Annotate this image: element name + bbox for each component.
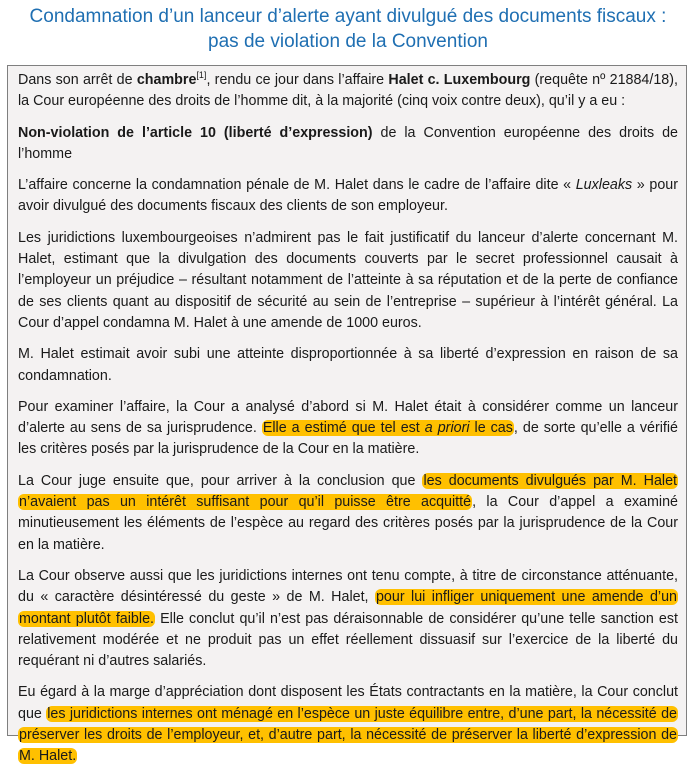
case-name: Halet c. Luxembourg	[388, 72, 531, 88]
highlight-1: Elle a estimé que tel est a priori le cas	[262, 420, 513, 437]
title-line-1: Condamnation d’un lanceur d’alerte ayant divulgué des documents fiscaux :	[29, 6, 667, 27]
highlight-3: pour lui infliger uniquement une amende d’un montant plutôt faible.	[19, 589, 677, 627]
highlight-2: les documents divulgués par M. Halet n’avaient pas un intérêt suffisant pour qu’il puisse être acquitté	[19, 472, 678, 511]
paragraph-whistleblower-analysis: Pour examiner l’affaire, la Cour a analysé d’abord si M. Halet était à considérer comme un lanceur d’alerte au sens de sa jurisprudence. Elle a estimé que tel est a priori le cas, de sorte qu’elle a vérifié les critères posés par la jurisprudence de la Cour en la matière.	[18, 398, 678, 458]
verdict-label: Non-violation de l’article 10 (liberté d’expression)	[18, 124, 373, 141]
paragraph-verdict: Non-violation de l’article 10 (liberté d’expression) de la Convention européenne des droits de l’homme	[18, 124, 678, 162]
paragraph-conclusion: Eu égard à la marge d’appréciation dont disposent les États contractants en la matière, la Cour conclut que les juridictions internes ont ménagé en l’espèce un juste équilibre entre, d’une part, la nécessité de préserver les droits de l’employeur, et, d’autre part, la nécessité de préserver la liberté d’expression de M. Halet.	[18, 684, 678, 765]
paragraph-case-summary: L’affaire concerne la condamnation pénale de M. Halet dans le cadre de l’affaire dite « Luxleaks » pour avoir divulgué des documents fiscaux des clients de son employeur.	[18, 177, 678, 215]
press-release-box	[7, 65, 687, 765]
paragraph-domestic-courts: Les juridictions luxembourgeoises n’admirent pas le fait justificatif du lanceur d’alerte concernant M. Halet, estimant que la divulgation des documents couverts par le secret professionnel causait à l’employeur un préjudice – résultant notamment de l’atteinte à sa réputation et de la perte de confiance de ses clients quant au dispositif de sécurité au sein de l’entreprise – supérieur à l’intérêt général. La Cour d’appel condamna M. Halet à une amende de 1000 euros.	[18, 229, 678, 331]
paragraph-intro: Dans son arrêt de chambre[1], rendu ce jour dans l’affaire Halet c. Luxembourg (requête nº 21884/18), la Cour européenne des droits de l’homme dit, à la majorité (cinq voix contre deux), qu’il y a eu :	[18, 70, 678, 110]
paragraph-sanction: La Cour observe aussi que les juridictions internes ont tenu compte, à titre de circonstance atténuante, du « caractère désintéressé du geste » de M. Halet, pour lui infliger uniquement une amende d’un montant plutôt faible. Elle conclut qu’il n’est pas déraisonnable de considérer qu’une telle sanction est relativement modérée et ne produit pas un effet réellement dissuasif sur l’exercice de la liberté du requérant ni d’autres salariés.	[18, 567, 678, 670]
chamber-label: chambre	[136, 72, 197, 88]
footnote-link[interactable]: [1]	[196, 70, 207, 81]
paragraph-complaint: M. Halet estimait avoir subi une atteinte disproportionnée à sa liberté d’expression en raison de sa condamnation.	[18, 346, 678, 384]
page-title	[0, 4, 696, 54]
luxleaks-term: Luxleaks	[575, 177, 633, 194]
highlight-4: les juridictions internes ont ménagé en l’espèce un juste équilibre entre, d’une part, la nécessité de préserver les droits de l’employeur, et, d’autre part, la nécessité de préserver la liberté d’expression de M. Halet.	[19, 705, 677, 765]
press-release-text	[18, 70, 678, 778]
paragraph-public-interest: La Cour juge ensuite que, pour arriver à la conclusion que les documents divulgués par M. Halet n’avaient pas un intérêt suffisant pour qu’il puisse être acquitté, la Cour d’appel a examiné minutieusement les éléments de l’espèce au regard des critères posés par la jurisprudence de la Cour en la matière.	[18, 472, 678, 553]
title-line-2: pas de violation de la Convention	[208, 31, 488, 52]
